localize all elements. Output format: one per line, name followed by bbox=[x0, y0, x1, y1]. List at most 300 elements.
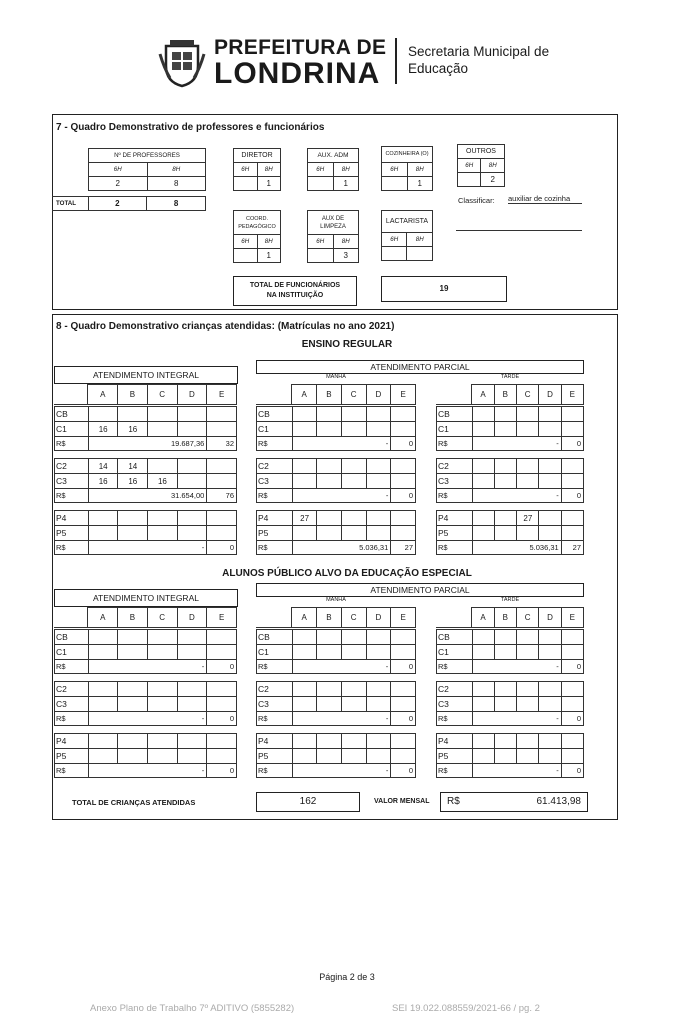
regular-parcial-header: ATENDIMENTO PARCIAL bbox=[256, 360, 584, 374]
row-label: CB bbox=[437, 630, 473, 645]
enrollment-cell bbox=[148, 422, 178, 437]
row-label: P4 bbox=[437, 511, 473, 526]
regular-manha-block-2 bbox=[256, 458, 416, 503]
col-letter-d: D bbox=[366, 385, 391, 405]
money-value: - bbox=[88, 764, 206, 778]
enrollment-cell bbox=[148, 734, 178, 749]
enrollment-cell bbox=[148, 682, 178, 697]
header-line-2: LONDRINA bbox=[214, 57, 381, 90]
enrollment-cell bbox=[207, 526, 237, 541]
enrollment-cell bbox=[366, 697, 391, 712]
enrollment-cell bbox=[177, 407, 207, 422]
aux-limpeza-8h-value: 3 bbox=[333, 249, 359, 263]
row-label: P5 bbox=[55, 526, 89, 541]
especial-integral-header: ATENDIMENTO INTEGRAL bbox=[54, 589, 238, 607]
row-label: P5 bbox=[257, 749, 293, 764]
regular-integral-col-header bbox=[54, 384, 237, 405]
money-value: - bbox=[88, 712, 206, 726]
enrollment-cell bbox=[366, 474, 391, 489]
outros-header: OUTROS bbox=[458, 145, 505, 159]
enrollment-cell bbox=[561, 526, 583, 541]
enrollment-cell: 16 bbox=[118, 474, 148, 489]
prof-total-8h: 8 bbox=[147, 197, 206, 211]
enrollment-cell bbox=[391, 630, 416, 645]
lactarista-table bbox=[381, 210, 433, 261]
enrollment-cell bbox=[342, 474, 367, 489]
col-letter-e: E bbox=[561, 385, 583, 405]
row-label: C1 bbox=[437, 422, 473, 437]
secretaria-line-2: Educação bbox=[408, 61, 469, 76]
especial-tarde-label: TARDE bbox=[500, 597, 520, 603]
money-label: R$ bbox=[55, 764, 89, 778]
total-funcionarios-label bbox=[233, 276, 357, 306]
enrollment-cell bbox=[317, 682, 342, 697]
especial-manha-block-3 bbox=[256, 733, 416, 778]
aux-limpeza-col-8h: 8H bbox=[333, 235, 359, 249]
enrollment-cell bbox=[342, 407, 367, 422]
enrollment-cell bbox=[177, 697, 207, 712]
count-value: 0 bbox=[391, 712, 416, 726]
enrollment-cell bbox=[517, 422, 539, 437]
money-value: - bbox=[292, 489, 391, 503]
enrollment-cell bbox=[495, 645, 517, 660]
count-value: 0 bbox=[207, 712, 237, 726]
enrollment-cell bbox=[494, 511, 516, 526]
enrollment-cell bbox=[118, 697, 148, 712]
regular-integral-block-2 bbox=[54, 458, 237, 503]
enrollment-cell: 14 bbox=[118, 459, 148, 474]
row-label: P4 bbox=[437, 734, 473, 749]
especial-integral-col-header bbox=[54, 607, 237, 628]
coord-header-1: COORD. bbox=[246, 215, 268, 222]
enrollment-cell bbox=[494, 526, 516, 541]
diretor-col-8h: 8H bbox=[257, 163, 281, 177]
money-value: - bbox=[292, 764, 391, 778]
enrollment-cell bbox=[561, 697, 583, 712]
letterhead bbox=[158, 34, 578, 90]
enrollment-cell bbox=[539, 734, 561, 749]
row-label: C1 bbox=[257, 422, 293, 437]
enrollment-cell bbox=[177, 474, 207, 489]
col-letter-d: D bbox=[539, 608, 561, 628]
row-label: C1 bbox=[437, 645, 473, 660]
enrollment-cell bbox=[391, 526, 416, 541]
total-funcionarios-value: 19 bbox=[381, 276, 507, 302]
aux-limpeza-header-2: LIMPEZA bbox=[320, 223, 346, 230]
row-label: C3 bbox=[55, 697, 89, 712]
enrollment-cell bbox=[292, 422, 317, 437]
enrollment-cell bbox=[561, 682, 583, 697]
diretor-6h-value bbox=[234, 177, 258, 191]
enrollment-cell bbox=[561, 645, 583, 660]
enrollment-cell bbox=[88, 697, 118, 712]
money-value: 31.654,00 bbox=[88, 489, 207, 503]
row-label: C2 bbox=[55, 459, 89, 474]
enrollment-cell bbox=[539, 474, 561, 489]
diretor-8h-value: 1 bbox=[257, 177, 281, 191]
enrollment-cell bbox=[292, 459, 317, 474]
especial-tarde-col-header bbox=[436, 607, 584, 628]
enrollment-cell bbox=[472, 734, 494, 749]
enrollment-cell bbox=[207, 422, 237, 437]
especial-integral-block-2 bbox=[54, 681, 237, 726]
especial-tarde-block-3 bbox=[436, 733, 584, 778]
enrollment-cell bbox=[366, 526, 391, 541]
total-funcionarios-label-1: TOTAL DE FUNCIONÁRIOS bbox=[249, 282, 341, 289]
prof-total-6h: 2 bbox=[88, 197, 147, 211]
money-label: R$ bbox=[437, 712, 473, 726]
money-label: R$ bbox=[257, 541, 293, 555]
prof-6h-value: 2 bbox=[89, 177, 148, 191]
money-label: R$ bbox=[55, 437, 89, 451]
enrollment-cell bbox=[207, 749, 237, 764]
col-letter-a: A bbox=[292, 608, 317, 628]
money-value: - bbox=[88, 660, 206, 674]
outros-6h-value bbox=[458, 173, 481, 187]
row-label: P4 bbox=[55, 734, 89, 749]
especial-parcial-header: ATENDIMENTO PARCIAL bbox=[256, 583, 584, 597]
enrollment-cell bbox=[317, 474, 342, 489]
enrollment-cell bbox=[148, 645, 178, 660]
enrollment-cell bbox=[177, 734, 207, 749]
enrollment-cell bbox=[391, 749, 416, 764]
money-value: - bbox=[88, 541, 206, 555]
prof-col-6h: 6H bbox=[89, 163, 148, 177]
row-label: C3 bbox=[257, 474, 293, 489]
enrollment-cell bbox=[539, 630, 561, 645]
enrollment-cell bbox=[391, 407, 416, 422]
enrollment-cell bbox=[88, 682, 118, 697]
enrollment-cell bbox=[517, 526, 539, 541]
regular-integral-block-3 bbox=[54, 510, 237, 555]
total-criancas-label: TOTAL DE CRIANÇAS ATENDIDAS bbox=[72, 798, 196, 807]
regular-tarde-block-2 bbox=[436, 458, 584, 503]
enrollment-cell: 27 bbox=[292, 511, 317, 526]
money-label: R$ bbox=[437, 489, 473, 503]
money-label: R$ bbox=[55, 489, 89, 503]
count-value: 0 bbox=[561, 437, 583, 451]
enrollment-cell bbox=[342, 459, 367, 474]
money-value: 5.036,31 bbox=[472, 541, 561, 555]
enrollment-cell bbox=[118, 682, 148, 697]
city-crest-icon bbox=[158, 38, 206, 88]
enrollment-cell bbox=[148, 526, 178, 541]
enrollment-cell bbox=[118, 630, 148, 645]
enrollment-cell bbox=[292, 645, 317, 660]
col-letter-b: B bbox=[494, 608, 516, 628]
regular-manha-block-1 bbox=[256, 406, 416, 451]
col-letter-e: E bbox=[207, 385, 237, 405]
secretaria-line-1: Secretaria Municipal de bbox=[408, 44, 550, 59]
money-value: 5.036,31 bbox=[292, 541, 391, 555]
count-value: 27 bbox=[561, 541, 583, 555]
row-label: C2 bbox=[55, 682, 89, 697]
col-letter-c: C bbox=[516, 385, 538, 405]
especial-tarde-block-2 bbox=[436, 681, 584, 726]
enrollment-cell bbox=[495, 422, 517, 437]
row-label: C2 bbox=[437, 459, 473, 474]
row-label: P4 bbox=[55, 511, 89, 526]
count-value: 0 bbox=[391, 660, 416, 674]
enrollment-cell bbox=[391, 734, 416, 749]
enrollment-cell bbox=[472, 407, 494, 422]
money-label: R$ bbox=[55, 660, 89, 674]
row-label: C1 bbox=[55, 645, 89, 660]
aux-adm-6h-value bbox=[308, 177, 334, 191]
enrollment-cell bbox=[292, 474, 317, 489]
col-letter-d: D bbox=[366, 608, 391, 628]
professores-header: Nº DE PROFESSORES bbox=[89, 149, 206, 163]
enrollment-cell bbox=[292, 407, 317, 422]
row-label: P5 bbox=[55, 749, 89, 764]
count-value: 32 bbox=[207, 437, 237, 451]
enrollment-cell bbox=[342, 422, 367, 437]
coord-8h-value: 1 bbox=[257, 249, 281, 263]
enrollment-cell: 16 bbox=[88, 474, 118, 489]
money-label: R$ bbox=[257, 660, 293, 674]
col-letter-b: B bbox=[118, 608, 148, 628]
valor-mensal-box bbox=[440, 792, 588, 812]
aux-limpeza-6h-value bbox=[308, 249, 334, 263]
coord-col-8h: 8H bbox=[257, 235, 281, 249]
money-value: 19.687,36 bbox=[88, 437, 207, 451]
regular-manha-col-header bbox=[256, 384, 416, 405]
enrollment-cell bbox=[472, 459, 494, 474]
row-label: CB bbox=[55, 630, 89, 645]
col-letter-e: E bbox=[391, 385, 416, 405]
enrollment-cell bbox=[517, 474, 539, 489]
professores-table bbox=[88, 148, 206, 191]
enrollment-cell bbox=[539, 422, 561, 437]
money-label: R$ bbox=[437, 541, 473, 555]
enrollment-cell bbox=[118, 734, 148, 749]
regular-tarde-block-3 bbox=[436, 510, 584, 555]
page-number: Página 2 de 3 bbox=[319, 972, 375, 982]
col-letter-b: B bbox=[118, 385, 148, 405]
enrollment-cell bbox=[472, 682, 494, 697]
total-label: TOTAL bbox=[52, 197, 88, 211]
enrollment-cell bbox=[539, 645, 561, 660]
enrollment-cell bbox=[207, 697, 237, 712]
total-funcionarios-label-2: NA INSTITUIÇÃO bbox=[266, 292, 324, 299]
enrollment-cell bbox=[391, 682, 416, 697]
row-label: P4 bbox=[257, 734, 293, 749]
prof-8h-value: 8 bbox=[147, 177, 206, 191]
total-criancas-value: 162 bbox=[256, 792, 360, 812]
enrollment-cell bbox=[495, 459, 517, 474]
money-value: - bbox=[472, 712, 561, 726]
enrollment-cell bbox=[292, 630, 317, 645]
enrollment-cell bbox=[118, 511, 148, 526]
enrollment-cell bbox=[495, 697, 517, 712]
enrollment-cell bbox=[317, 407, 342, 422]
cozinheira-8h-value: 1 bbox=[407, 177, 433, 191]
enrollment-cell bbox=[561, 459, 583, 474]
enrollment-cell bbox=[207, 630, 237, 645]
enrollment-cell bbox=[517, 459, 539, 474]
regular-tarde-col-header bbox=[436, 384, 584, 405]
enrollment-cell bbox=[342, 682, 367, 697]
row-label: C3 bbox=[437, 697, 473, 712]
enrollment-cell bbox=[366, 511, 391, 526]
regular-manha-block-3 bbox=[256, 510, 416, 555]
enrollment-cell bbox=[539, 749, 561, 764]
lactarista-col-8h: 8H bbox=[407, 233, 433, 247]
enrollment-cell bbox=[366, 407, 391, 422]
enrollment-cell bbox=[391, 645, 416, 660]
enrollment-cell bbox=[391, 422, 416, 437]
aux-adm-header: AUX. ADM bbox=[308, 149, 359, 163]
enrollment-cell bbox=[561, 511, 583, 526]
enrollment-cell bbox=[88, 407, 118, 422]
enrollment-cell bbox=[517, 682, 539, 697]
count-value: 27 bbox=[391, 541, 416, 555]
count-value: 0 bbox=[561, 660, 583, 674]
diretor-col-6h: 6H bbox=[234, 163, 258, 177]
coord-header-2: PEDAGÓGICO bbox=[238, 223, 276, 230]
regular-tarde-label: TARDE bbox=[500, 374, 520, 380]
row-label: C3 bbox=[55, 474, 89, 489]
row-label: CB bbox=[55, 407, 89, 422]
enrollment-cell bbox=[342, 697, 367, 712]
col-letter-c: C bbox=[147, 608, 177, 628]
enrollment-cell bbox=[118, 407, 148, 422]
enrollment-cell bbox=[342, 645, 367, 660]
col-letter-c: C bbox=[147, 385, 177, 405]
enrollment-cell bbox=[317, 511, 342, 526]
count-value: 0 bbox=[207, 541, 237, 555]
aux-limpeza-table bbox=[307, 210, 359, 263]
section-7-title: 7 - Quadro Demonstrativo de professores e funcionários bbox=[56, 122, 325, 133]
count-value: 0 bbox=[561, 712, 583, 726]
money-label: R$ bbox=[55, 712, 89, 726]
enrollment-cell bbox=[517, 697, 539, 712]
enrollment-cell bbox=[517, 749, 539, 764]
coord-pedagogico-table bbox=[233, 210, 281, 263]
enrollment-cell bbox=[148, 407, 178, 422]
enrollment-cell bbox=[391, 511, 416, 526]
enrollment-cell bbox=[317, 630, 342, 645]
enrollment-cell bbox=[366, 749, 391, 764]
count-value: 0 bbox=[561, 489, 583, 503]
enrollment-cell bbox=[472, 526, 494, 541]
row-label: C3 bbox=[257, 697, 293, 712]
enrollment-cell bbox=[118, 749, 148, 764]
enrollment-cell bbox=[539, 682, 561, 697]
money-value: - bbox=[292, 660, 390, 674]
row-label: CB bbox=[257, 407, 293, 422]
diretor-header: DIRETOR bbox=[234, 149, 281, 163]
enrollment-cell bbox=[292, 682, 317, 697]
row-label: CB bbox=[437, 407, 473, 422]
col-letter-e: E bbox=[391, 608, 416, 628]
money-value: - bbox=[472, 764, 561, 778]
classificar-blank-line bbox=[456, 230, 582, 231]
money-label: R$ bbox=[437, 764, 473, 778]
enrollment-cell bbox=[118, 645, 148, 660]
enrollment-cell bbox=[472, 630, 494, 645]
enrollment-cell bbox=[472, 511, 494, 526]
enrollment-cell bbox=[366, 734, 391, 749]
enrollment-cell bbox=[177, 630, 207, 645]
enrollment-cell bbox=[472, 749, 494, 764]
row-label: C3 bbox=[437, 474, 473, 489]
outros-col-8h: 8H bbox=[481, 159, 505, 173]
enrollment-cell bbox=[342, 749, 367, 764]
col-letter-b: B bbox=[317, 385, 342, 405]
col-letter-a: A bbox=[88, 608, 118, 628]
enrollment-cell bbox=[366, 422, 391, 437]
enrollment-cell bbox=[317, 697, 342, 712]
enrollment-cell bbox=[561, 407, 583, 422]
enrollment-cell bbox=[391, 459, 416, 474]
header-line-1: PREFEITURA DE bbox=[214, 36, 387, 59]
regular-tarde-block-1 bbox=[436, 406, 584, 451]
enrollment-cell bbox=[366, 645, 391, 660]
enrollment-cell bbox=[177, 511, 207, 526]
enrollment-cell bbox=[207, 734, 237, 749]
enrollment-cell bbox=[539, 459, 561, 474]
enrollment-cell bbox=[317, 422, 342, 437]
enrollment-cell bbox=[561, 734, 583, 749]
col-letter-a: A bbox=[292, 385, 317, 405]
enrollment-cell bbox=[561, 630, 583, 645]
enrollment-cell bbox=[207, 459, 237, 474]
enrollment-cell bbox=[472, 697, 494, 712]
enrollment-cell bbox=[495, 474, 517, 489]
aux-adm-8h-value: 1 bbox=[333, 177, 359, 191]
especial-manha-col-header bbox=[256, 607, 416, 628]
cozinheira-6h-value bbox=[382, 177, 408, 191]
row-label: C2 bbox=[257, 459, 293, 474]
enrollment-cell bbox=[177, 749, 207, 764]
coord-col-6h: 6H bbox=[234, 235, 258, 249]
cozinheira-header: COZINHEIRA (O) bbox=[382, 147, 433, 163]
enrollment-cell bbox=[495, 682, 517, 697]
enrollment-cell bbox=[292, 749, 317, 764]
enrollment-cell bbox=[88, 630, 118, 645]
enrollment-cell bbox=[317, 526, 342, 541]
enrollment-cell bbox=[88, 526, 118, 541]
col-letter-a: A bbox=[472, 608, 494, 628]
money-value: - bbox=[472, 489, 561, 503]
lactarista-8h-value bbox=[407, 247, 433, 261]
col-letter-d: D bbox=[177, 608, 207, 628]
lactarista-col-6h: 6H bbox=[382, 233, 407, 247]
enrollment-cell bbox=[517, 407, 539, 422]
enrollment-cell bbox=[88, 645, 118, 660]
row-label: P4 bbox=[257, 511, 293, 526]
count-value: 0 bbox=[207, 660, 237, 674]
money-label: R$ bbox=[437, 660, 473, 674]
enrollment-cell bbox=[366, 459, 391, 474]
col-letter-c: C bbox=[341, 608, 366, 628]
enrollment-cell: 14 bbox=[88, 459, 118, 474]
col-letter-e: E bbox=[207, 608, 237, 628]
cozinheira-table bbox=[381, 146, 433, 191]
money-value: - bbox=[472, 437, 561, 451]
enrollment-cell: 16 bbox=[118, 422, 148, 437]
enrollment-cell bbox=[517, 630, 539, 645]
enrollment-cell bbox=[207, 682, 237, 697]
enrollment-cell bbox=[472, 422, 494, 437]
aux-adm-col-6h: 6H bbox=[308, 163, 334, 177]
enrollment-cell bbox=[177, 526, 207, 541]
enrollment-cell bbox=[561, 749, 583, 764]
enrollment-cell bbox=[342, 511, 367, 526]
enrollment-cell bbox=[207, 511, 237, 526]
cozinheira-col-6h: 6H bbox=[382, 163, 408, 177]
